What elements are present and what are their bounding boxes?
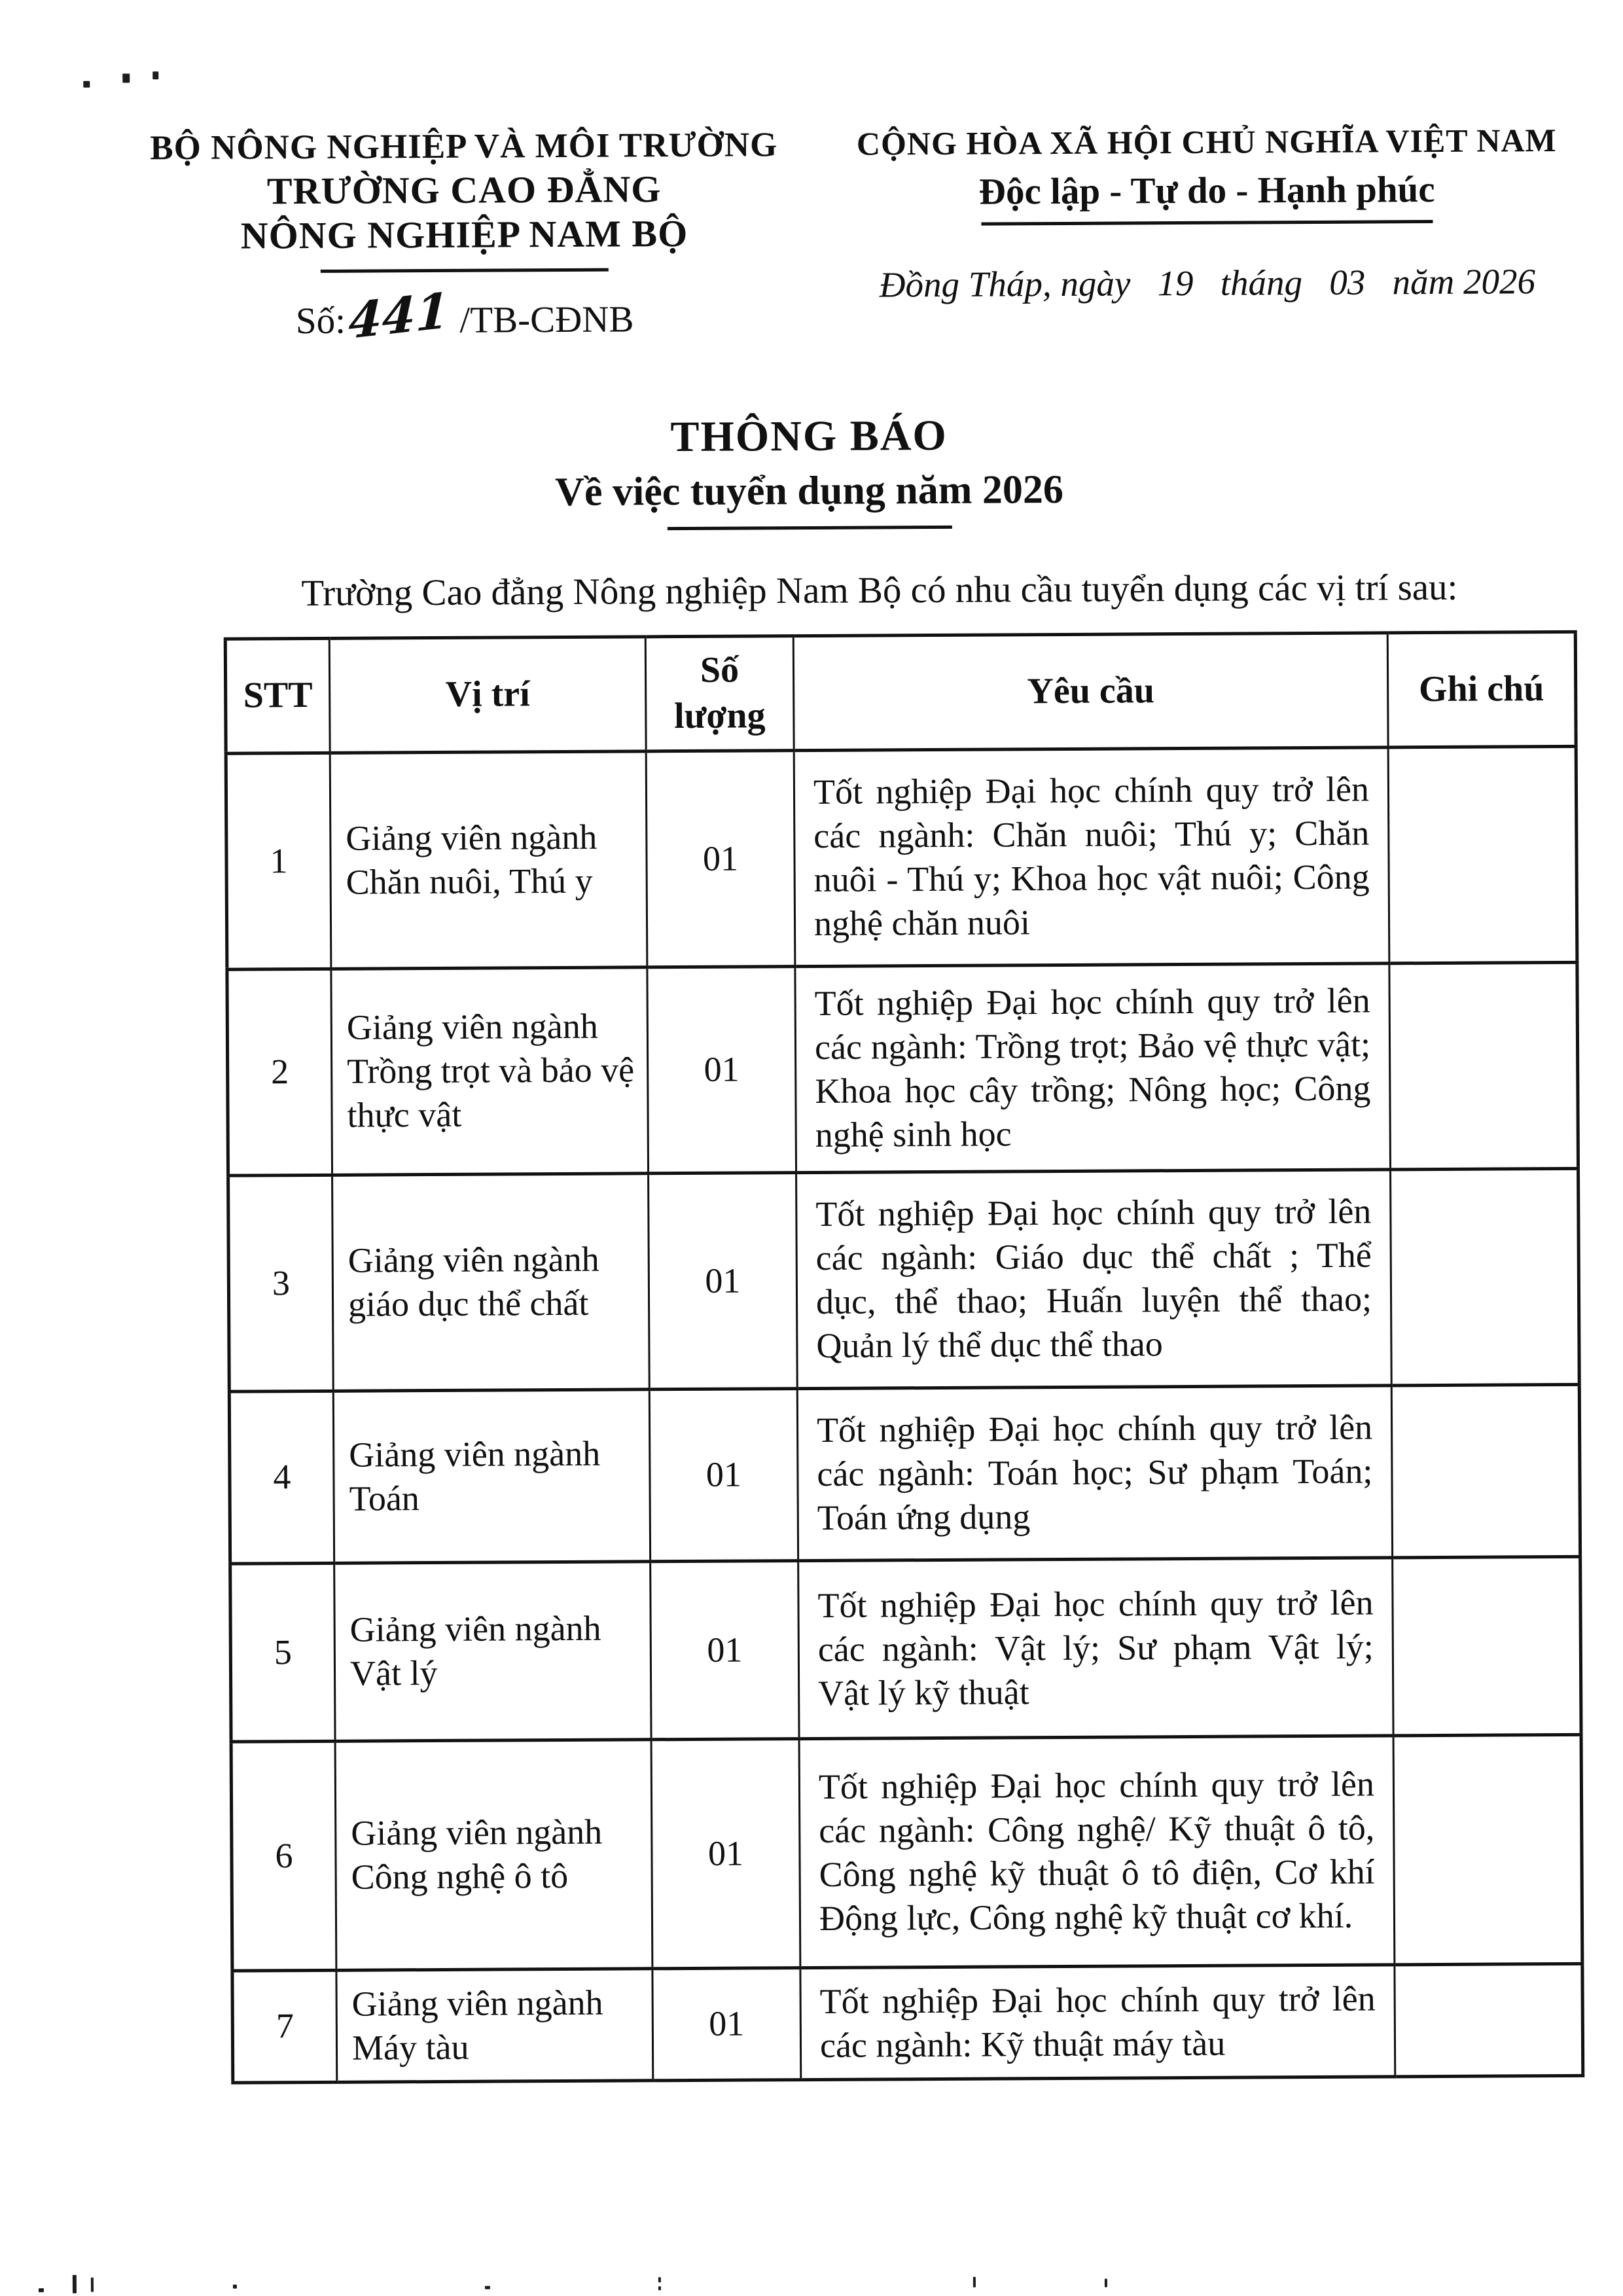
scan-speck	[73, 2275, 77, 2293]
cell-stt: 4	[229, 1391, 334, 1564]
cell-note	[1393, 1556, 1581, 1735]
org-name-line1: TRƯỜNG CAO ĐẲNG	[266, 167, 662, 212]
header-position: Vị trí	[329, 637, 646, 753]
cell-requirement: Tốt nghiệp Đại học chính quy trở lên các ngành: Vật lý; Sư phạm Vật lý; Vật lý kỹ thuật	[798, 1558, 1393, 1739]
cell-position: Giảng viên ngành Vật lý	[334, 1562, 651, 1742]
cell-requirement: Tốt nghiệp Đại học chính quy trở lên các ngành: Công nghệ/ Kỹ thuật ô tô, Công nghệ kỹ thuật ô tô điện, Cơ khí Động lực, Công nghệ kỹ thuật cơ khí.	[799, 1736, 1395, 1968]
national-motto: Độc lập - Tự do - Hạnh phúc	[978, 168, 1435, 213]
cell-position: Giảng viên ngành Toán	[333, 1390, 650, 1564]
cell-requirement: Tốt nghiệp Đại học chính quy trở lên các ngành: Chăn nuôi; Thú y; Chăn nuôi - Thú y; Khoa học vật nuôi; Công nghệ chăn nuôi	[794, 747, 1389, 967]
table-row	[230, 1556, 1581, 1742]
cell-note	[1393, 1734, 1582, 1964]
cell-position: Giảng viên ngành Máy tàu	[336, 1969, 653, 2082]
scan-speck	[1105, 2279, 1107, 2287]
cell-quantity: 01	[649, 1172, 798, 1389]
ministry-name: BỘ NÔNG NGHIỆP VÀ MÔI TRƯỜNG	[150, 126, 778, 168]
document-number-line	[118, 282, 812, 351]
cell-stt: 6	[231, 1741, 336, 1971]
doc-number-label: Số:	[295, 300, 346, 342]
cell-requirement: Tốt nghiệp Đại học chính quy trở lên các ngành: Toán học; Sư phạm Toán; Toán ứng dụng	[797, 1386, 1392, 1561]
cell-note	[1389, 962, 1578, 1169]
motto-underline	[981, 220, 1433, 226]
cell-requirement: Tốt nghiệp Đại học chính quy trở lên các ngành: Giáo dục thể chất ; Thể dục, thể thao; Huấn luyện thể thao; Quản lý thể dục thể thao	[796, 1170, 1392, 1389]
table-row	[228, 1168, 1580, 1391]
table-row	[227, 962, 1578, 1175]
cell-quantity: 01	[651, 1560, 799, 1739]
header-quantity: Số lượng	[645, 636, 794, 751]
place-date-line: Đồng Tháp, ngày 19 tháng 03 năm 2026	[879, 261, 1536, 305]
header-note: Ghi chú	[1387, 632, 1576, 747]
cell-note	[1388, 746, 1577, 963]
scan-speck	[152, 71, 158, 79]
title-underline	[667, 526, 952, 530]
national-motto-block	[857, 120, 1558, 340]
document-title: THÔNG BÁO	[670, 412, 948, 461]
cell-quantity: 01	[651, 1738, 800, 1968]
cell-stt: 3	[228, 1175, 334, 1391]
cell-stt: 1	[226, 753, 331, 969]
header-requirement: Yêu cầu	[793, 633, 1388, 751]
cell-quantity: 01	[646, 750, 795, 967]
scan-speck	[485, 2286, 490, 2289]
table-row	[226, 746, 1577, 969]
cell-note	[1395, 1964, 1583, 2076]
org-name-line2: NÔNG NGHIỆP NAM BỘ	[240, 212, 688, 257]
scan-speck	[973, 2277, 976, 2287]
cell-note	[1391, 1384, 1580, 1557]
document-subtitle: Về việc tuyển dụng năm 2026	[555, 467, 1064, 515]
cell-requirement: Tốt nghiệp Đại học chính quy trở lên các ngành: Kỹ thuật máy tàu	[800, 1965, 1395, 2080]
cell-stt: 5	[230, 1563, 335, 1742]
table-row	[231, 1734, 1582, 1971]
doc-number-handwritten: 441	[348, 282, 450, 351]
letterhead	[0, 0, 1620, 351]
cell-note	[1391, 1168, 1580, 1385]
intro-paragraph: Trường Cao đẳng Nông nghiệp Nam Bộ có nhu cầu tuyển dụng các vị trí sau:	[301, 567, 1458, 615]
scan-speck	[83, 81, 90, 88]
cell-stt: 2	[227, 969, 332, 1175]
table-row	[229, 1384, 1580, 1564]
cell-position: Giảng viên ngành Trồng trọt và bảo vệ thực vật	[331, 967, 649, 1175]
title-block	[0, 408, 1621, 534]
header-stt: STT	[225, 638, 330, 753]
scan-speck	[658, 2286, 661, 2290]
table-row	[232, 1964, 1583, 2083]
cell-stt: 7	[232, 1970, 337, 2083]
doc-number-suffix: /TB-CĐNB	[459, 298, 634, 342]
cell-position: Giảng viên ngành Công nghệ ô tô	[335, 1740, 652, 1971]
scan-speck	[233, 2285, 237, 2289]
scan-speck	[658, 2277, 661, 2282]
cell-position: Giảng viên ngành giáo dục thể chất	[332, 1174, 650, 1391]
national-title: CỘNG HÒA XÃ HỘI CHỦ NGHĨA VIỆT NAM	[856, 122, 1557, 162]
issuing-org-block	[117, 124, 812, 351]
scan-speck	[91, 2278, 94, 2292]
cell-quantity: 01	[647, 966, 796, 1173]
cell-quantity: 01	[649, 1388, 798, 1561]
cell-position: Giảng viên ngành Chăn nuôi, Thú y	[330, 751, 647, 969]
table-header-row	[225, 632, 1576, 753]
cell-quantity: 01	[652, 1967, 801, 2080]
vacancies-table	[224, 630, 1585, 2085]
cell-requirement: Tốt nghiệp Đại học chính quy trở lên các ngành: Trồng trọt; Bảo vệ thực vật; Khoa học cây trồng; Nông học; Công nghệ sinh học	[795, 963, 1391, 1173]
scan-speck	[39, 2288, 44, 2292]
scan-speck	[122, 73, 130, 82]
org-underline	[321, 268, 609, 273]
